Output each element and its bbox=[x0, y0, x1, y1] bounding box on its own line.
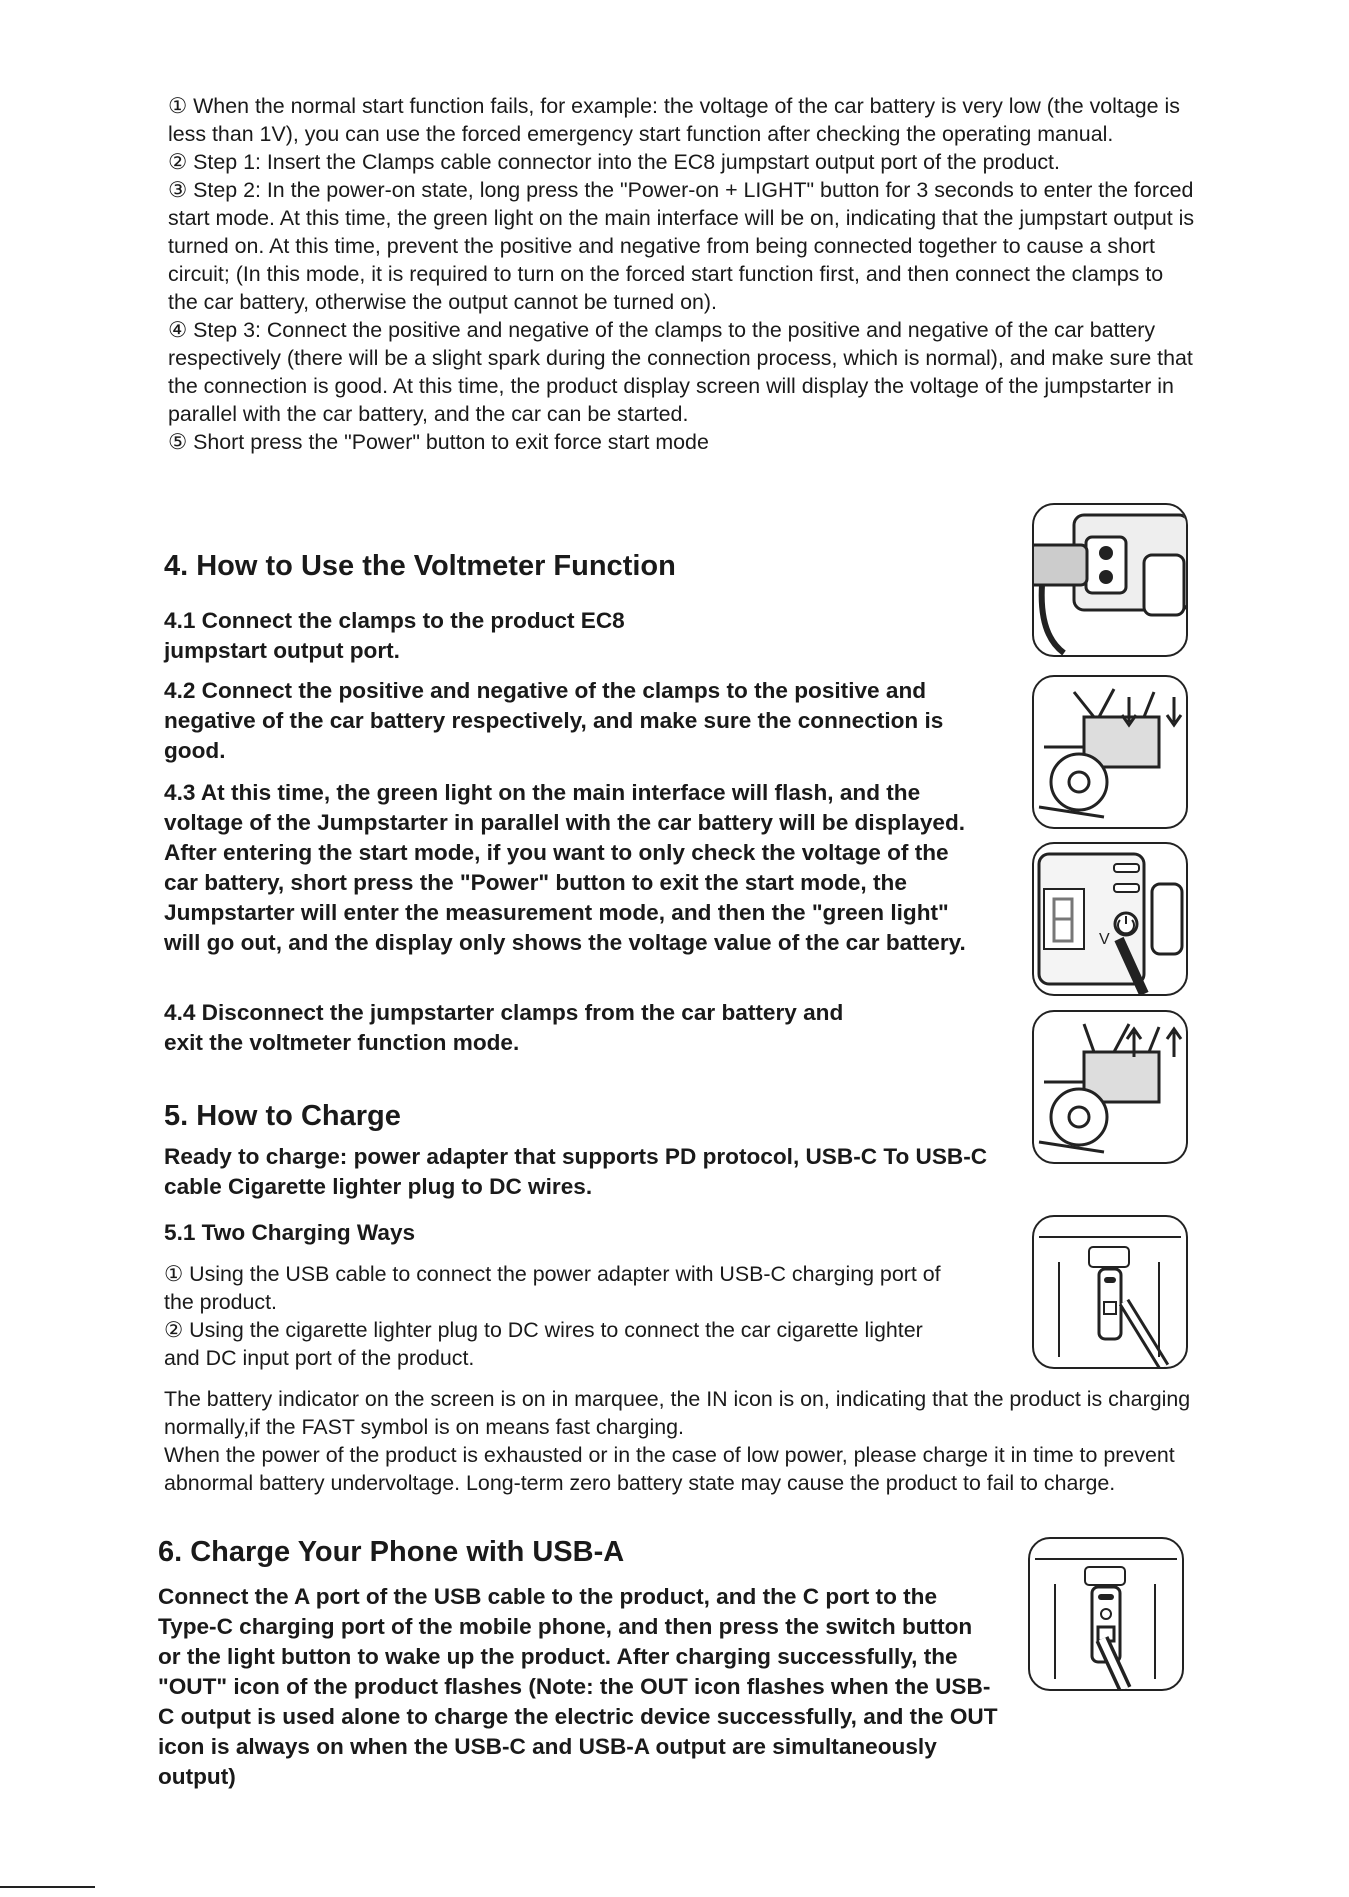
footer-rule bbox=[0, 1886, 95, 1888]
charge-way-2: ② Using the cigarette lighter plug to DC wires to connect the car cigarette lighter and DC input port of the product. bbox=[164, 1318, 923, 1370]
charge-title: 5. How to Charge bbox=[164, 1100, 401, 1132]
phone-body: Connect the A port of the USB cable to the product, and the C port to the Type-C charging port of the mobile phone, and then press the switch button or the light button to wake up the product. After charging successfully, the "OUT" icon of the product flashes (Note: the OUT icon flashes when the USB-C output is used alone to charge the electric device successfully, and the OUT icon is always on when the USB-C and USB-A output are simultaneously output) bbox=[158, 1584, 998, 1789]
charge-notes bbox=[164, 1385, 1204, 1497]
voltmeter-step-4: 4.4 Disconnect the jumpstarter clamps from the car battery and exit the voltmeter function mode. bbox=[164, 1000, 844, 1055]
voltmeter-step-1: 4.1 Connect the clamps to the product EC8 jumpstart output port. bbox=[164, 608, 625, 663]
voltmeter-title: 4. How to Use the Voltmeter Function bbox=[164, 550, 676, 582]
charge-note-2: When the power of the product is exhausted or in the case of low power, please charge it in time to prevent abnormal battery undervoltage. Long-term zero battery state may cause the product to fail to charge. bbox=[164, 1443, 1175, 1495]
force-start-item-1: ① When the normal start function fails, for example: the voltage of the car battery is very low (the voltage is less than 1V), you can use the forced emergency start function after checking the operating manual. bbox=[168, 94, 1180, 146]
usb-a-port-illustration bbox=[1028, 1537, 1184, 1691]
force-start-text bbox=[168, 92, 1198, 456]
svg-text:V: V bbox=[1099, 931, 1110, 948]
phone-title: 6. Charge Your Phone with USB-A bbox=[158, 1536, 625, 1568]
force-start-item-4: ④ Step 3: Connect the positive and negative of the clamps to the positive and negative of the car battery respectively (there will be a slight spark during the connection process, which is normal), and make sure that the connection is good. At this time, the product display screen will display the voltage of the jumpstarter in parallel with the car battery, and the car can be started. bbox=[168, 318, 1193, 426]
clamp-port-illustration bbox=[1032, 503, 1188, 657]
force-start-item-3: ③ Step 2: In the power-on state, long press the "Power-on + LIGHT" button for 3 seconds to enter the forced start mode. At this time, the green light on the main interface will be on, indicating that the jumpstart output is turned on. At this time, prevent the positive and negative from being connected together to cause a short circuit; (In this mode, it is required to turn on the forced start function first, and then connect the clamps to the car battery, otherwise the output cannot be turned on). bbox=[168, 178, 1195, 314]
battery-clamp-disconnect-illustration bbox=[1032, 1010, 1188, 1164]
charge-way-1: ① Using the USB cable to connect the power adapter with USB-C charging port of the product. bbox=[164, 1262, 941, 1314]
force-start-item-5: ⑤ Short press the "Power" button to exit force start mode bbox=[168, 430, 709, 454]
battery-clamp-connect-illustration bbox=[1032, 675, 1188, 829]
charge-subtitle: 5.1 Two Charging Ways bbox=[164, 1220, 416, 1245]
force-start-item-2: ② Step 1: Insert the Clamps cable connector into the EC8 jumpstart output port of the product. bbox=[168, 150, 1060, 174]
charge-note-1: The battery indicator on the screen is on in marquee, the IN icon is on, indicating that the product is charging normally,if the FAST symbol is on means fast charging. bbox=[164, 1387, 1191, 1439]
usb-c-port-illustration bbox=[1032, 1215, 1188, 1369]
charge-ways bbox=[164, 1260, 964, 1372]
voltmeter-step-3: 4.3 At this time, the green light on the main interface will flash, and the voltage of the Jumpstarter in parallel with the car battery will be displayed. After entering the start mode, if you want to only check the voltage of the car battery, short press the "Power" button to exit the start mode, the Jumpstarter will enter the measurement mode, and then the "green light" will go out, and the display only shows the voltage value of the car battery. bbox=[164, 780, 966, 955]
display-power-button-illustration bbox=[1032, 842, 1188, 996]
voltmeter-step-2: 4.2 Connect the positive and negative of the clamps to the positive and negative of the car battery respectively, and make sure the connection is good. bbox=[164, 678, 944, 763]
charge-ready-text: Ready to charge: power adapter that supports PD protocol, USB-C To USB-C cable Cigarette lighter plug to DC wires. bbox=[164, 1144, 988, 1199]
